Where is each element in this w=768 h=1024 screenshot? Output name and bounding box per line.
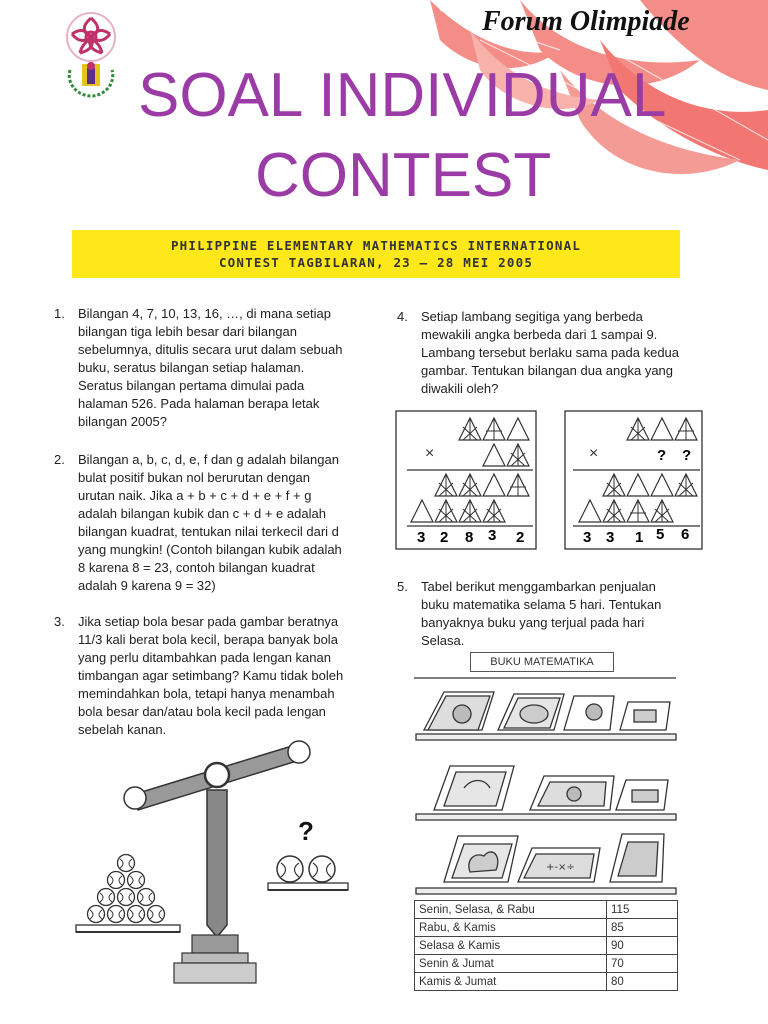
question-line: banyaknya buku yang terjual pada hari	[421, 615, 645, 630]
question-line: Lambang tersebut berlaku sama pada kedua	[421, 345, 680, 360]
question-line: urutan naik. Jika a + b + c + d + e + f + g	[78, 488, 312, 503]
result-digit: 3	[417, 529, 426, 546]
result-digit: 1	[635, 529, 644, 546]
question-line: buku, seratus bilangan setiap halaman.	[78, 360, 305, 375]
question-line: Seratus bilangan pertama dimulai pada	[78, 378, 305, 393]
question-line: Bilangan a, b, c, d, e, f dan g adalah bilangan	[78, 452, 339, 467]
question-line: yang mungkin! (Contoh bilangan kubik adalah	[78, 542, 342, 557]
result-digit: 2	[440, 529, 449, 546]
page-title-line2: CONTEST	[255, 141, 552, 210]
result-digit: 3	[606, 529, 615, 546]
banner-line2: CONTEST TAGBILARAN, 23 – 28 MEI 2005	[218, 255, 534, 270]
table-row	[415, 919, 678, 937]
days-cell: Senin, Selasa, & Rabu	[415, 901, 607, 919]
question-line: diwakili oleh?	[421, 381, 499, 396]
result-digit: 5	[656, 526, 665, 543]
result-digit: 3	[488, 527, 497, 544]
question-line: gambar. Tentukan bilangan dua angka yang	[421, 363, 674, 378]
bookshelf-illustration	[414, 676, 678, 898]
question-line: buku matematika selama 5 hari. Tentukan	[421, 597, 662, 612]
value-cell: 70	[607, 955, 678, 973]
question-line: halaman 526. Pada halaman berapa letak	[78, 396, 320, 411]
olympiad-logo	[60, 8, 122, 100]
question-line: sebelumnya, ditulis secara urut dalam sebuah	[78, 342, 343, 357]
days-cell: Senin & Jumat	[415, 955, 607, 973]
days-cell: Kamis & Jumat	[415, 973, 607, 991]
question-line: Tabel berikut menggambarkan penjualan	[421, 579, 656, 594]
table-row	[415, 955, 678, 973]
question-line: bilangan kuadrat, tentukan nilai terkecil dari d	[78, 524, 339, 539]
question-line: sebelah kanan.	[78, 722, 167, 737]
small-balls-pile	[88, 855, 165, 923]
question-number: 1.	[54, 306, 65, 321]
table-row	[415, 937, 678, 955]
question-number: 5.	[397, 579, 408, 594]
question-number: 2.	[54, 452, 65, 467]
result-digit: 3	[583, 529, 592, 546]
triangle-puzzle-figure	[395, 410, 735, 552]
question-line: 11/3 kali berat bola kecil, berapa banyak bola	[78, 632, 338, 647]
question-line: bola besar dan/atau bola kecil pada lengan	[78, 704, 326, 719]
balance-scale-figure	[70, 735, 360, 990]
book-caption: BUKU MATEMATIKA	[470, 652, 614, 672]
unknown-digit: ?	[682, 447, 692, 464]
times-sign: ×	[425, 445, 435, 462]
question-line: 8 karena 8 = 23, contoh bilangan kuadrat	[78, 560, 315, 575]
unknown-digit: ?	[657, 447, 667, 464]
table-row	[415, 973, 678, 991]
question-number: 3.	[54, 614, 65, 629]
result-digit: 2	[516, 529, 525, 546]
question-line: Bilangan 4, 7, 10, 13, 16, …, di mana setiap	[78, 306, 331, 321]
question-number: 4.	[397, 309, 408, 324]
question-mark: ?	[298, 816, 314, 846]
question-line: mewakili angka berbeda dari 1 sampai 9.	[421, 327, 658, 342]
contest-banner	[72, 230, 680, 278]
brand-name: Forum Olimpiade	[482, 6, 690, 37]
value-cell: 90	[607, 937, 678, 955]
value-cell: 115	[607, 901, 678, 919]
question-line: adalah bilangan kubik dan c + d + e adalah	[78, 506, 326, 521]
value-cell: 80	[607, 973, 678, 991]
banner-line1: PHILIPPINE ELEMENTARY MATHEMATICS INTERNATIONAL	[170, 238, 582, 253]
question-line: memindahkan bola, tetapi hanya menambah	[78, 686, 335, 701]
value-cell: 85	[607, 919, 678, 937]
times-sign: ×	[589, 445, 599, 462]
question-line: Selasa.	[421, 633, 465, 648]
page-title-line1: SOAL INDIVIDUAL	[138, 61, 667, 130]
result-digit: 6	[681, 526, 690, 543]
days-cell: Rabu, & Kamis	[415, 919, 607, 937]
table-row	[415, 901, 678, 919]
question-line: yang perlu ditambahkan pada lengan kanan	[78, 650, 331, 665]
days-cell: Selasa & Kamis	[415, 937, 607, 955]
question-line: bilangan 2005?	[78, 414, 167, 429]
question-line: bulat positif bukan nol berurutan dengan	[78, 470, 311, 485]
result-digit: 8	[465, 529, 474, 546]
question-line: timbangan agar setimbang? Kamu tidak boleh	[78, 668, 344, 683]
question-line: bilangan tiga lebih besar dari bilangan	[78, 324, 297, 339]
svg-text:+-×÷: +-×÷	[546, 862, 575, 873]
question-line: Jika setiap bola besar pada gambar beratnya	[78, 614, 339, 629]
question-line: adalah 9 karena 9 = 32)	[78, 578, 216, 593]
question-line: Setiap lambang segitiga yang berbeda	[421, 309, 643, 324]
sales-table	[414, 900, 678, 991]
